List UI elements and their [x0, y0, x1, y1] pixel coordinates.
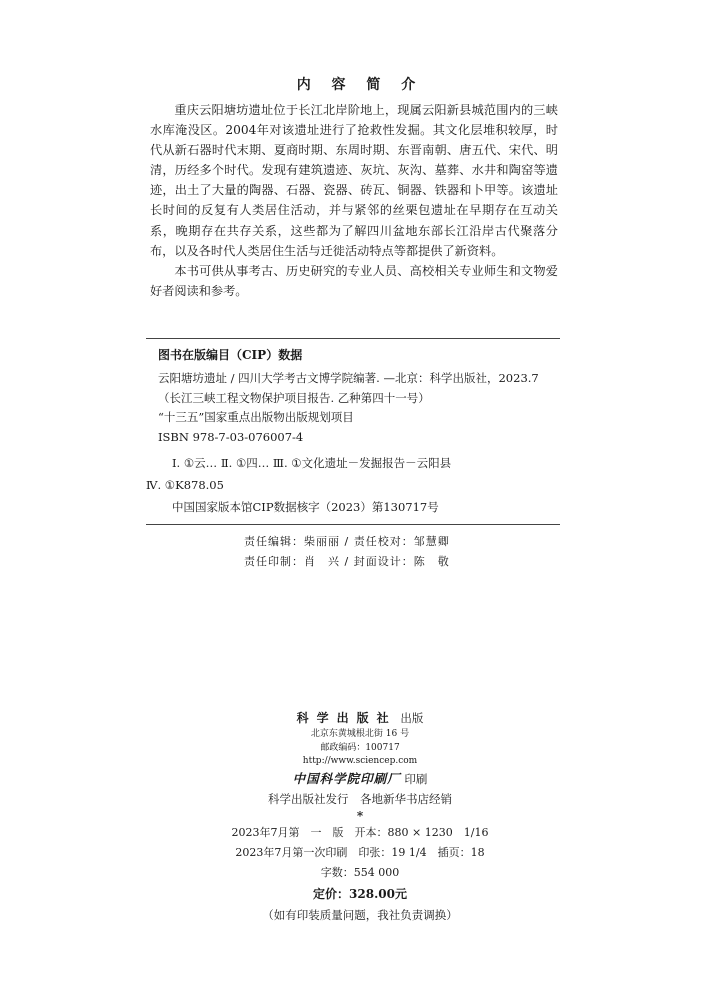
- publisher-postcode: 邮政编码：100717: [320, 742, 400, 753]
- printing-line: 2023年7月第一次印刷 印张：19 1/4 插页：18: [235, 845, 485, 859]
- classification-line-2: Ⅳ. ①K878.05: [146, 478, 224, 492]
- quality-note: （如有印装质量问题，我社负责调换）: [262, 907, 458, 922]
- printer-line: [0, 769, 720, 789]
- staff-line-1: 责任编辑：柴丽丽 / 责任校对：邹慧卿: [244, 535, 450, 548]
- imprint-block: [0, 708, 720, 925]
- publisher-address: 北京东黄城根北街 16 号: [310, 729, 410, 739]
- staff-line-2: 责任印制：肖 兴 / 封面设计：陈 敬: [244, 555, 450, 568]
- cip-bottom-rule: [146, 524, 560, 525]
- publisher-suffix: 出版: [400, 711, 424, 725]
- publisher-logotype: 科学出版社: [296, 711, 397, 725]
- summary-paragraph: 本书可供从事考古、历史研究的专业人员、高校相关专业师生和文物爱好者阅读和参考。: [150, 263, 558, 298]
- cip-top-rule: [146, 338, 560, 339]
- price: 定价：328.00元: [313, 886, 407, 901]
- cip-heading: 图书在版编目（CIP）数据: [158, 348, 303, 362]
- word-count: 字数：554 000: [320, 865, 400, 879]
- edition-line: 2023年7月第 一 版 开本：880 × 1230 1/16: [231, 825, 489, 839]
- publisher-line: [0, 708, 720, 728]
- cip-title-line: 云阳塘坊遗址 / 四川大学考古文博学院编著. —北京：科学出版社，2023.7: [158, 371, 539, 385]
- publisher-url: http://www.sciencep.com: [302, 756, 418, 766]
- printer-logotype: 中国科学院印刷厂: [292, 770, 401, 786]
- cip-classification: [146, 452, 562, 496]
- cip-series-line: （长江三峡工程文物保护项目报告. 乙种第四十一号）: [158, 390, 430, 405]
- classification-line-1: Ⅰ. ①云… Ⅱ. ①四… Ⅲ. ①文化遗址－发掘报告－云阳县: [172, 456, 452, 470]
- separator-star: *: [356, 808, 364, 823]
- cip-verification: 中国国家版本馆CIP数据核字（2023）第130717号: [172, 500, 439, 514]
- summary-paragraph: 重庆云阳塘坊遗址位于长江北岸阶地上，现属云阳新县城范围内的三峡水库淹没区。2004年对该遗址进行了抢救性发掘。其文化层堆积较厚，时代从新石器时代末期、夏商时期、东周时期、东晋南朝、唐五代、宋代、明清，历经多个时代。发现有建筑遗迹、灰坑、灰沟、墓葬、水井和陶窑等遗迹，出土了大量的陶器、石器、瓷器、砖瓦、铜器、铁器和卜甲等。该遗址长时间的反复有人类居住活动，并与紧邻的丝栗包遗址在早期存在互动关系，晚期存在共存关系，这些都为了解四川盆地东部长江沿岸古代聚落分布，以及各时代人类居住生活与迁徙活动特点等都提供了新资料。: [150, 103, 558, 258]
- summary-title: 内 容 简 介: [296, 77, 424, 93]
- distribution-line: 科学出版社发行 各地新华书店经销: [268, 791, 452, 806]
- cip-record: [158, 369, 562, 447]
- summary-body: [150, 100, 558, 301]
- cip-isbn-line: ISBN 978-7-03-076007-4: [158, 429, 304, 444]
- printer-suffix: 印刷: [404, 771, 428, 786]
- editorial-staff: [244, 532, 450, 572]
- cip-project-line: “十三五”国家重点出版物出版规划项目: [158, 410, 354, 424]
